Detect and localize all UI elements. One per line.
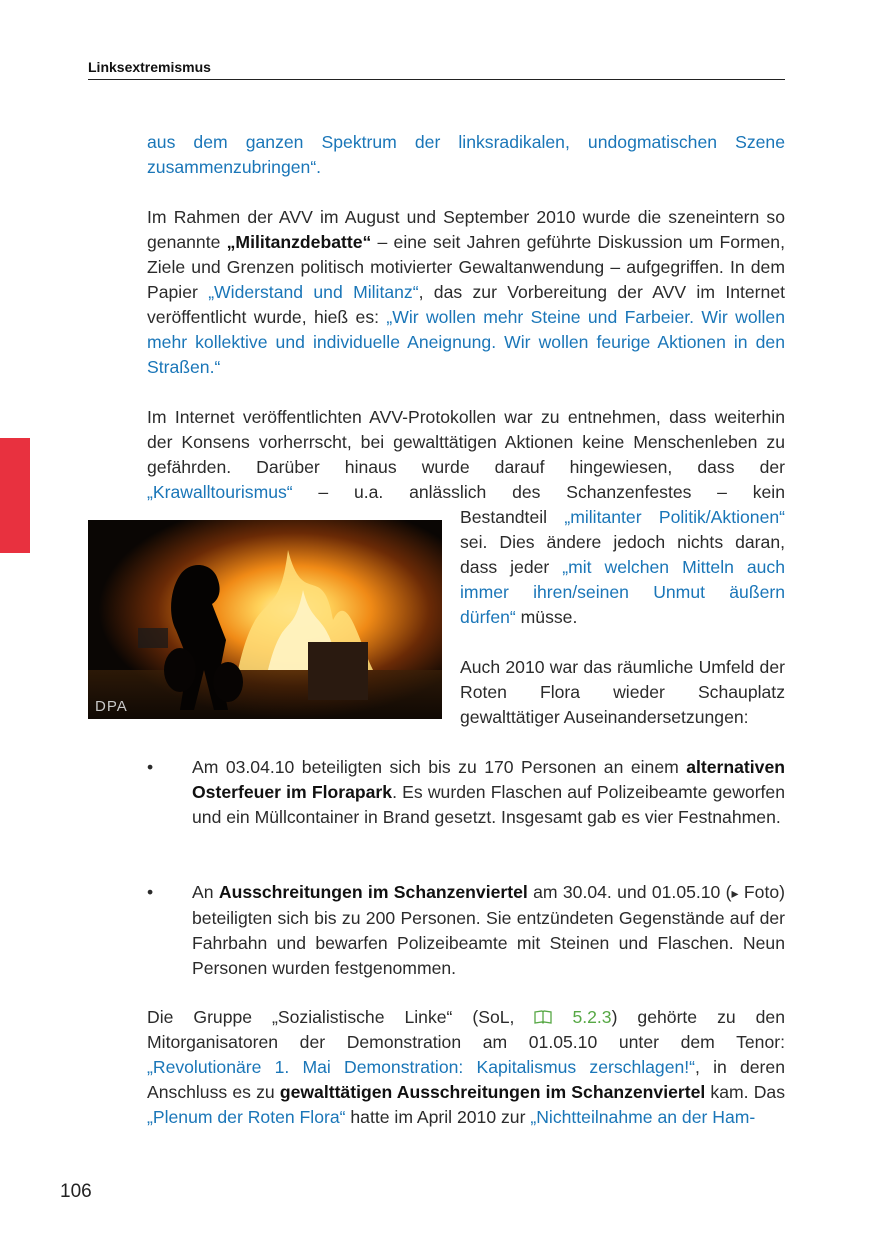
list-item (192, 755, 785, 830)
text: Am 03.04.10 beteiligten sich bis zu 170 Personen an einem (192, 757, 687, 777)
term-militanter-politik: „militanter Politik/Aktionen“ (564, 507, 785, 527)
list-item (192, 880, 785, 981)
text: hatte im April 2010 zur (345, 1107, 531, 1127)
bold-term-osterfeuer: alternativen Osterfeuer im Florapark (192, 757, 785, 802)
text: Bestandteil (460, 507, 565, 527)
term-plenum-rote-flora: „Plenum der Roten Flora“ (147, 1107, 346, 1127)
paragraph-avv-protokolle (147, 405, 785, 505)
riot-photo (88, 520, 442, 719)
paragraph-militanzdebatte (147, 205, 785, 380)
paragraph-sol (147, 1005, 785, 1130)
text: müsse. (515, 607, 578, 627)
text: Foto) beteiligten sich bis zu 200 Personen. Sie entzündeten Gegenstände auf der Fahrbahn und bewarfen Polizeibeamte mit Steinen und Flaschen. Neun Personen wurden festgenommen. (192, 882, 785, 978)
text: kam. Das (705, 1082, 785, 1102)
page-number: 106 (60, 1181, 92, 1202)
text: , in deren Anschluss es zu (147, 1057, 785, 1102)
paragraph-rote-flora: Auch 2010 war das räumliche Umfeld der Roten Flora wieder Schauplatz gewalttätiger Auseinandersetzungen: (460, 657, 785, 727)
link-widerstand-und-militanz[interactable]: „Widerstand und Militanz“ (208, 282, 419, 302)
bold-term-gewalttaetige-ausschreitungen: gewalttätigen Ausschreitungen im Schanzenviertel (279, 1082, 706, 1102)
bold-term-militanzdebatte: „Militanzdebatte“ (226, 232, 372, 252)
running-header: Linksextremismus (88, 59, 785, 80)
text: ) gehörte zu den Mitorganisatoren der Demonstration am 01.05.10 unter dem Tenor: (147, 1007, 786, 1052)
text: – u.a. anlässlich des Schanzenfestes – kein (292, 482, 785, 502)
quote-revolutionaere-1-mai: „Revolutionäre 1. Mai Demonstration: Kapitalismus zerschlagen!“ (147, 1057, 696, 1077)
book-icon (534, 1010, 552, 1024)
text: . Es wurden Flaschen auf Polizeibeamte geworfen und ein Müllcontainer in Brand gesetzt. Insgesamt gab es vier Festnahmen. (192, 782, 786, 827)
text: Die Gruppe „Sozialistische Linke“ (SoL, (147, 1007, 535, 1027)
text: Im Internet veröffentlichten AVV-Protokollen war zu entnehmen, dass weiterhin der Konsens vorherrscht, bei gewalttätigen Aktionen keine Menschenleben zu gefährden. Darüber hinaus wurde darauf hingewiesen, dass der (147, 407, 785, 477)
bullet-marker: • (147, 757, 154, 777)
text: , das zur Vorbereitung der AVV im Internet veröffentlicht wurde, hieß es: (147, 282, 785, 327)
quote-nichtteilnahme: „Nichtteilnahme an der Ham- (530, 1107, 756, 1127)
cross-reference-label: 5.2.3 (572, 1007, 612, 1027)
text: An (192, 882, 219, 902)
text: – eine seit Jahren geführte Diskussion um Formen, Ziele und Grenzen politisch motivierter Gewaltanwendung – aufgegriffen. In dem Papier (147, 232, 785, 302)
term-krawalltourismus: „Krawalltourismus“ (147, 482, 293, 502)
paragraph-avv-continued (460, 505, 785, 630)
bullet-marker: • (147, 882, 154, 902)
arrow-right-icon: ▸ (731, 885, 739, 901)
bold-term-ausschreitungen: Ausschreitungen im Schanzenviertel (218, 882, 528, 902)
quote-continuation: aus dem ganzen Spektrum der linksradikalen, undogmatischen Szene zusammenzubringen“. (147, 132, 785, 177)
cross-reference[interactable] (534, 1007, 611, 1027)
photo-credit: DPA (95, 698, 128, 715)
text: am 30.04. und 01.05.10 ( (527, 882, 732, 902)
quote-unmut: „mit welchen Mitteln auch immer ihren/seinen Unmut äußern dürfen“ (460, 557, 786, 627)
chapter-tab-marker (0, 438, 30, 553)
quote-steine-farbeier: „Wir wollen mehr Steine und Farbeier. Wir wollen mehr kollektive und individuelle Aneignung. Wir wollen feurige Aktionen in den Straßen.“ (147, 307, 785, 377)
text: Im Rahmen der AVV im August und September 2010 wurde die szeneintern so genannte (147, 207, 785, 252)
text: sei. Dies ändere jedoch nichts daran, dass jeder (460, 532, 785, 577)
